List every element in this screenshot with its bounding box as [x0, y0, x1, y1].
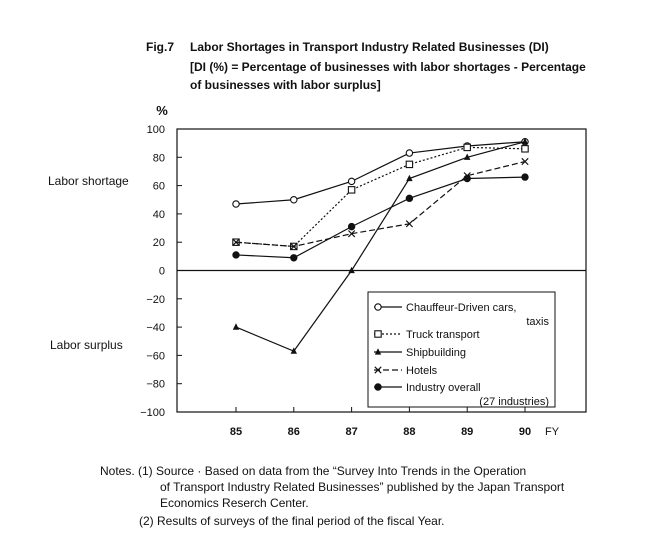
- figure-number: Fig.7: [146, 40, 175, 54]
- data-point-shipbuilding: [233, 323, 239, 329]
- labor-shortage-label: Labor shortage: [48, 174, 129, 188]
- x-tick-label: 85: [229, 426, 243, 438]
- legend-label: (27 industries): [479, 396, 549, 408]
- data-point-chauffeur-driven-cars-taxis: [348, 178, 354, 184]
- legend-label: Shipbuilding: [406, 347, 466, 359]
- data-point-truck-transport: [522, 146, 528, 152]
- series-line-industry-overall-27-industries: [236, 177, 525, 258]
- data-point-chauffeur-driven-cars-taxis: [291, 197, 297, 203]
- legend-marker: [375, 384, 381, 390]
- series-line-chauffeur-driven-cars-taxis: [236, 142, 525, 204]
- x-tick-label: 86: [287, 426, 300, 438]
- x-tick-label: 88: [403, 426, 416, 438]
- figure-subtitle-line2: of businesses with labor surplus]: [190, 78, 381, 92]
- note-line-1: Notes. (1) Source · Based on data from the “Survey Into Trends in the Operation: [100, 464, 527, 478]
- data-point-chauffeur-driven-cars-taxis: [233, 201, 239, 207]
- y-tick-label: −80: [146, 378, 165, 391]
- y-tick-label: 0: [158, 265, 165, 278]
- labor-surplus-label: Labor surplus: [50, 338, 123, 352]
- data-point-truck-transport: [406, 161, 412, 167]
- y-tick-label: −100: [140, 407, 165, 419]
- y-tick-label: −20: [146, 293, 165, 306]
- x-tick-label: 90: [518, 426, 532, 438]
- data-point-industry-overall-27-industries: [406, 195, 412, 201]
- y-tick-label: 60: [152, 180, 165, 193]
- data-point-truck-transport: [464, 144, 470, 150]
- figure-subtitle-line1: [DI (%) = Percentage of businesses with labor shortages - Percentage: [190, 60, 586, 74]
- note-line-4: (2) Results of surveys of the final period of the fiscal Year.: [139, 514, 445, 528]
- figure-title: Labor Shortages in Transport Industry Related Businesses (DI): [190, 40, 549, 54]
- data-point-chauffeur-driven-cars-taxis: [406, 150, 412, 156]
- data-point-industry-overall-27-industries: [233, 252, 239, 258]
- y-tick-label: 80: [152, 152, 165, 165]
- note-line-3: Economics Reserch Center.: [160, 496, 309, 510]
- y-tick-label: 40: [152, 208, 165, 221]
- data-point-industry-overall-27-industries: [291, 255, 297, 261]
- legend-label: Chauffeur-Driven cars,: [406, 302, 517, 314]
- legend-label: Industry overall: [406, 382, 481, 394]
- y-tick-label: 100: [146, 124, 165, 136]
- y-axis-unit-label: %: [156, 103, 168, 118]
- x-tick-label: 89: [461, 426, 474, 438]
- note-line-2: of Transport Industry Related Businesses” published by the Japan Transport: [160, 480, 565, 494]
- legend-label: Truck transport: [406, 329, 480, 341]
- data-point-truck-transport: [348, 187, 354, 193]
- series-line-truck-transport: [236, 147, 525, 246]
- data-point-industry-overall-27-industries: [464, 175, 470, 181]
- data-point-industry-overall-27-industries: [348, 223, 354, 229]
- legend-label: taxis: [526, 316, 549, 328]
- series-line-hotels: [236, 162, 525, 247]
- legend-marker: [375, 331, 381, 337]
- x-axis-label: FY: [545, 426, 560, 438]
- x-tick-label: 87: [345, 426, 358, 438]
- y-tick-label: 20: [152, 237, 165, 250]
- y-tick-label: −40: [146, 322, 165, 335]
- legend-label: Hotels: [406, 365, 438, 377]
- legend-marker: [375, 304, 381, 310]
- y-tick-label: −60: [146, 350, 165, 363]
- data-point-industry-overall-27-industries: [522, 174, 528, 180]
